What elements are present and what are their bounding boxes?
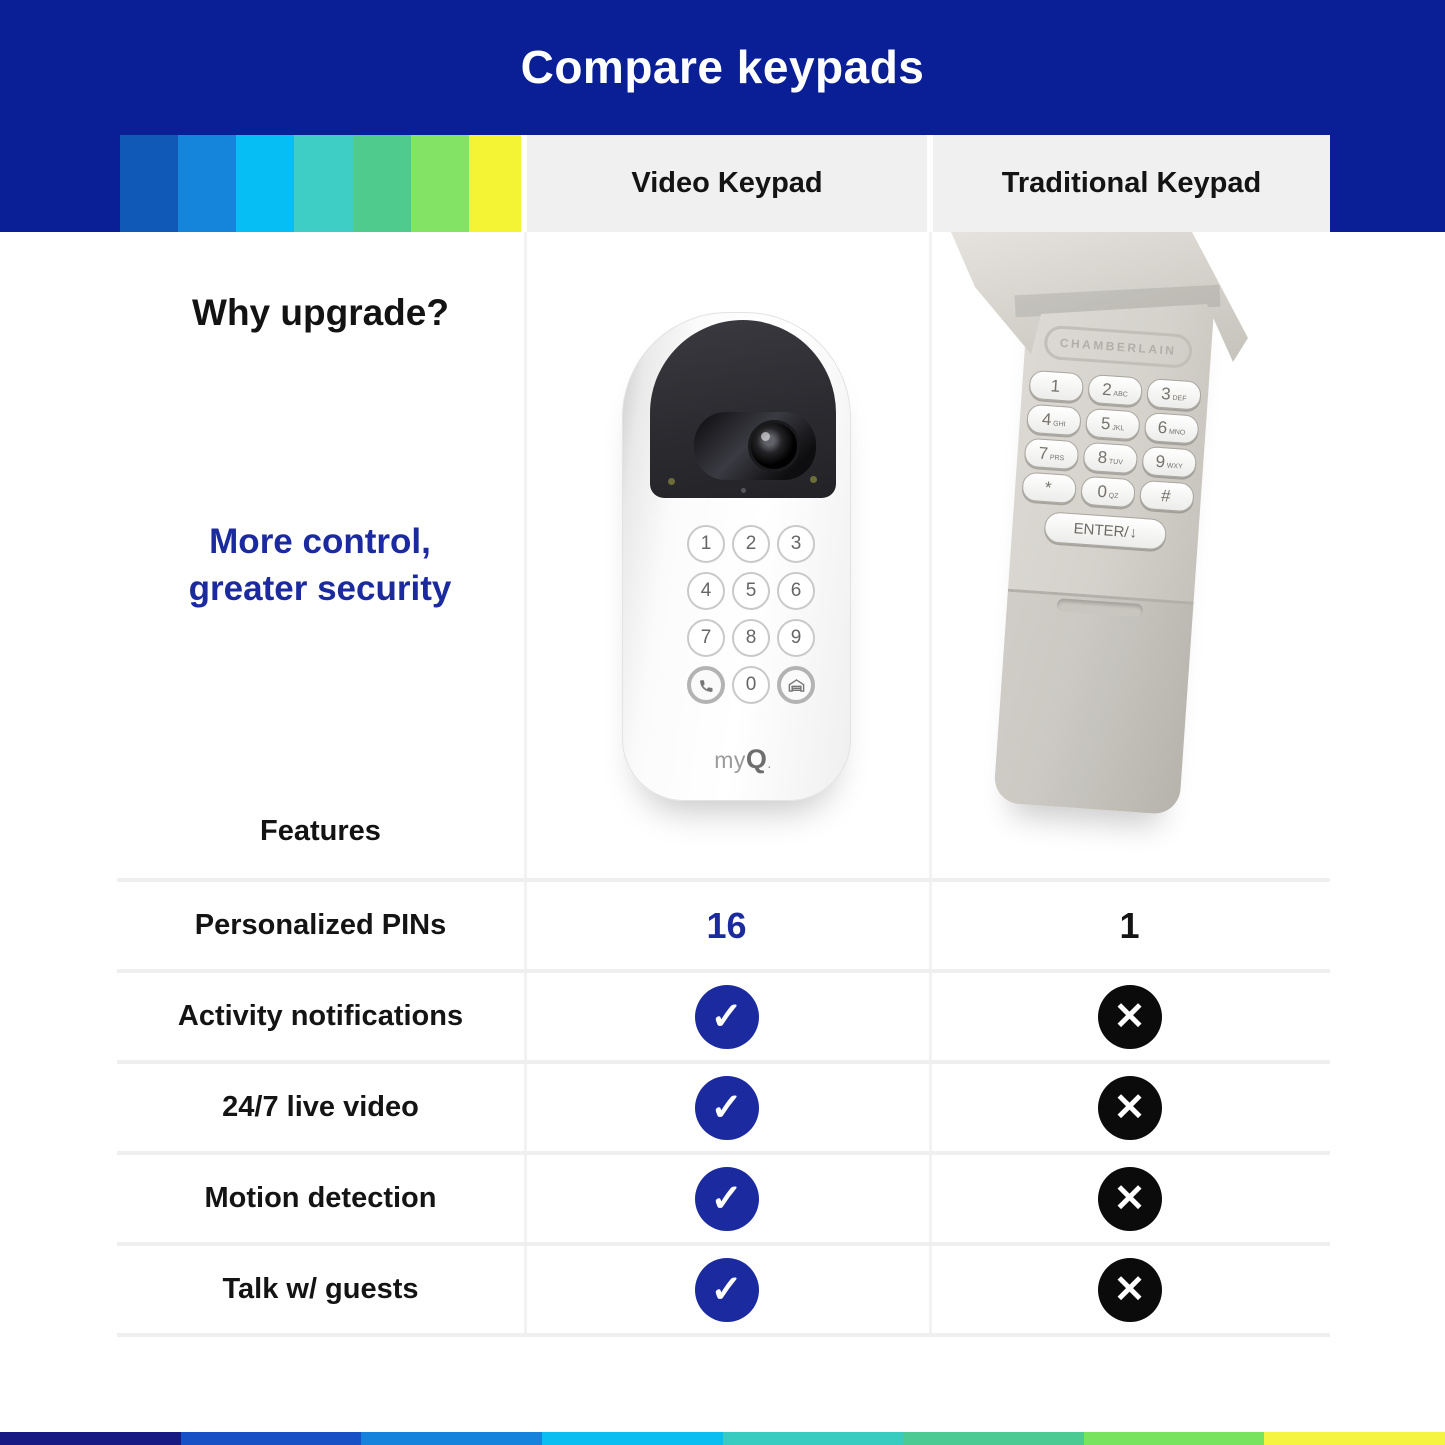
enter-button [1043, 511, 1167, 550]
feature-label: Motion detection [204, 1182, 437, 1214]
key-4: 4 GHI [1026, 404, 1082, 437]
tagline-line-1: More control, [209, 522, 431, 561]
color-stripe [411, 135, 469, 232]
key-*: * [1021, 472, 1077, 505]
key-0: 0 QZ [1080, 476, 1136, 509]
mic-dot-icon [741, 488, 746, 493]
check-icon: ✓ [695, 1076, 759, 1140]
down-arrow-icon: ↓ [1128, 524, 1138, 542]
why-upgrade-heading: Why upgrade? [192, 292, 449, 333]
key-0: 0 [732, 666, 770, 704]
check-icon: ✓ [695, 985, 759, 1049]
feature-table [117, 878, 1330, 1337]
camera-window [694, 412, 816, 480]
color-stripe [178, 135, 236, 232]
traditional-keypad-body [993, 272, 1216, 816]
key-8: 8 [732, 619, 770, 657]
color-stripe [1084, 1432, 1265, 1445]
cross-icon: ✕ [1098, 985, 1162, 1049]
key-1: 1 [1028, 370, 1084, 403]
value-text: 16 [706, 904, 747, 946]
page-title: Compare keypads [520, 41, 925, 93]
color-stripe [1264, 1432, 1445, 1445]
color-stripe [361, 1432, 542, 1445]
table-row [117, 1246, 1330, 1337]
myq-logo [650, 744, 836, 775]
key-9: 9 [777, 619, 815, 657]
color-stripes-bottom [0, 1432, 1445, 1445]
color-stripe [0, 1432, 181, 1445]
color-stripe [542, 1432, 723, 1445]
color-stripe [903, 1432, 1084, 1445]
traditional-keypad-buttons [1021, 370, 1202, 513]
color-stripe [181, 1432, 362, 1445]
key-6: 6 MNO [1144, 412, 1200, 445]
feature-label: 24/7 live video [222, 1091, 419, 1123]
chamberlain-brand-badge: CHAMBERLAIN [1043, 325, 1193, 369]
traditional-keypad-value [929, 905, 1330, 947]
video-keypad-body [622, 312, 851, 801]
column-header-traditional: Traditional Keypad [933, 135, 1330, 232]
color-stripes-top [120, 135, 527, 232]
table-row [117, 1064, 1330, 1155]
enter-label: ENTER/ [1073, 520, 1130, 541]
check-icon: ✓ [695, 1167, 759, 1231]
check-icon: ✓ [695, 1258, 759, 1322]
key-3: 3 DEF [1146, 378, 1202, 411]
traditional-keypad-value [929, 1167, 1330, 1231]
key-#: # [1139, 480, 1195, 513]
tagline [100, 518, 540, 612]
features-heading: Features [260, 815, 381, 847]
camera-lens-icon [748, 420, 800, 472]
video-keypad-value [524, 985, 929, 1049]
video-keypad-value [524, 905, 929, 947]
sensor-dot-icon [810, 476, 817, 483]
color-stripe [236, 135, 294, 232]
value-text: 1 [1119, 904, 1140, 946]
traditional-keypad-value [929, 985, 1330, 1049]
video-keypad-camera-panel [650, 320, 836, 498]
table-row [117, 882, 1330, 973]
cross-icon: ✕ [1098, 1258, 1162, 1322]
key-9: 9 WXY [1141, 446, 1197, 479]
video-keypad-buttons [687, 525, 815, 704]
garage-icon [777, 666, 815, 704]
sensor-dot-icon [668, 478, 675, 485]
color-stripe [294, 135, 352, 232]
key-5: 5 JKL [1085, 408, 1141, 441]
table-row [117, 1155, 1330, 1246]
key-7: 7 PRS [1024, 438, 1080, 471]
video-keypad-value [524, 1258, 929, 1322]
table-header-band [0, 135, 1445, 232]
traditional-keypad-value [929, 1076, 1330, 1140]
tagline-line-2: greater security [188, 569, 452, 608]
key-4: 4 [687, 572, 725, 610]
phone-icon [687, 666, 725, 704]
key-7: 7 [687, 619, 725, 657]
video-keypad-value [524, 1076, 929, 1140]
key-1: 1 [687, 525, 725, 563]
column-header-video: Video Keypad [527, 135, 927, 232]
traditional-keypad-image [945, 232, 1257, 832]
battery-compartment [993, 589, 1193, 815]
video-keypad-image [622, 312, 851, 801]
color-stripe [120, 135, 178, 232]
cross-icon: ✕ [1098, 1167, 1162, 1231]
key-5: 5 [732, 572, 770, 610]
color-stripe [353, 135, 411, 232]
video-keypad-value [524, 1167, 929, 1231]
key-2: 2 ABC [1087, 374, 1143, 407]
color-stripe [469, 135, 527, 232]
key-3: 3 [777, 525, 815, 563]
cross-icon: ✕ [1098, 1076, 1162, 1140]
feature-label: Activity notifications [177, 1000, 464, 1032]
key-2: 2 [732, 525, 770, 563]
myq-logo-dot: . [767, 755, 772, 771]
key-8: 8 TUV [1082, 442, 1138, 475]
feature-label: Personalized PINs [194, 909, 447, 941]
traditional-keypad-value [929, 1258, 1330, 1322]
feature-label: Talk w/ guests [222, 1273, 419, 1305]
key-6: 6 [777, 572, 815, 610]
myq-logo-q: Q [745, 744, 768, 774]
color-stripe [723, 1432, 904, 1445]
table-row [117, 973, 1330, 1064]
myq-logo-prefix: my [714, 747, 746, 773]
